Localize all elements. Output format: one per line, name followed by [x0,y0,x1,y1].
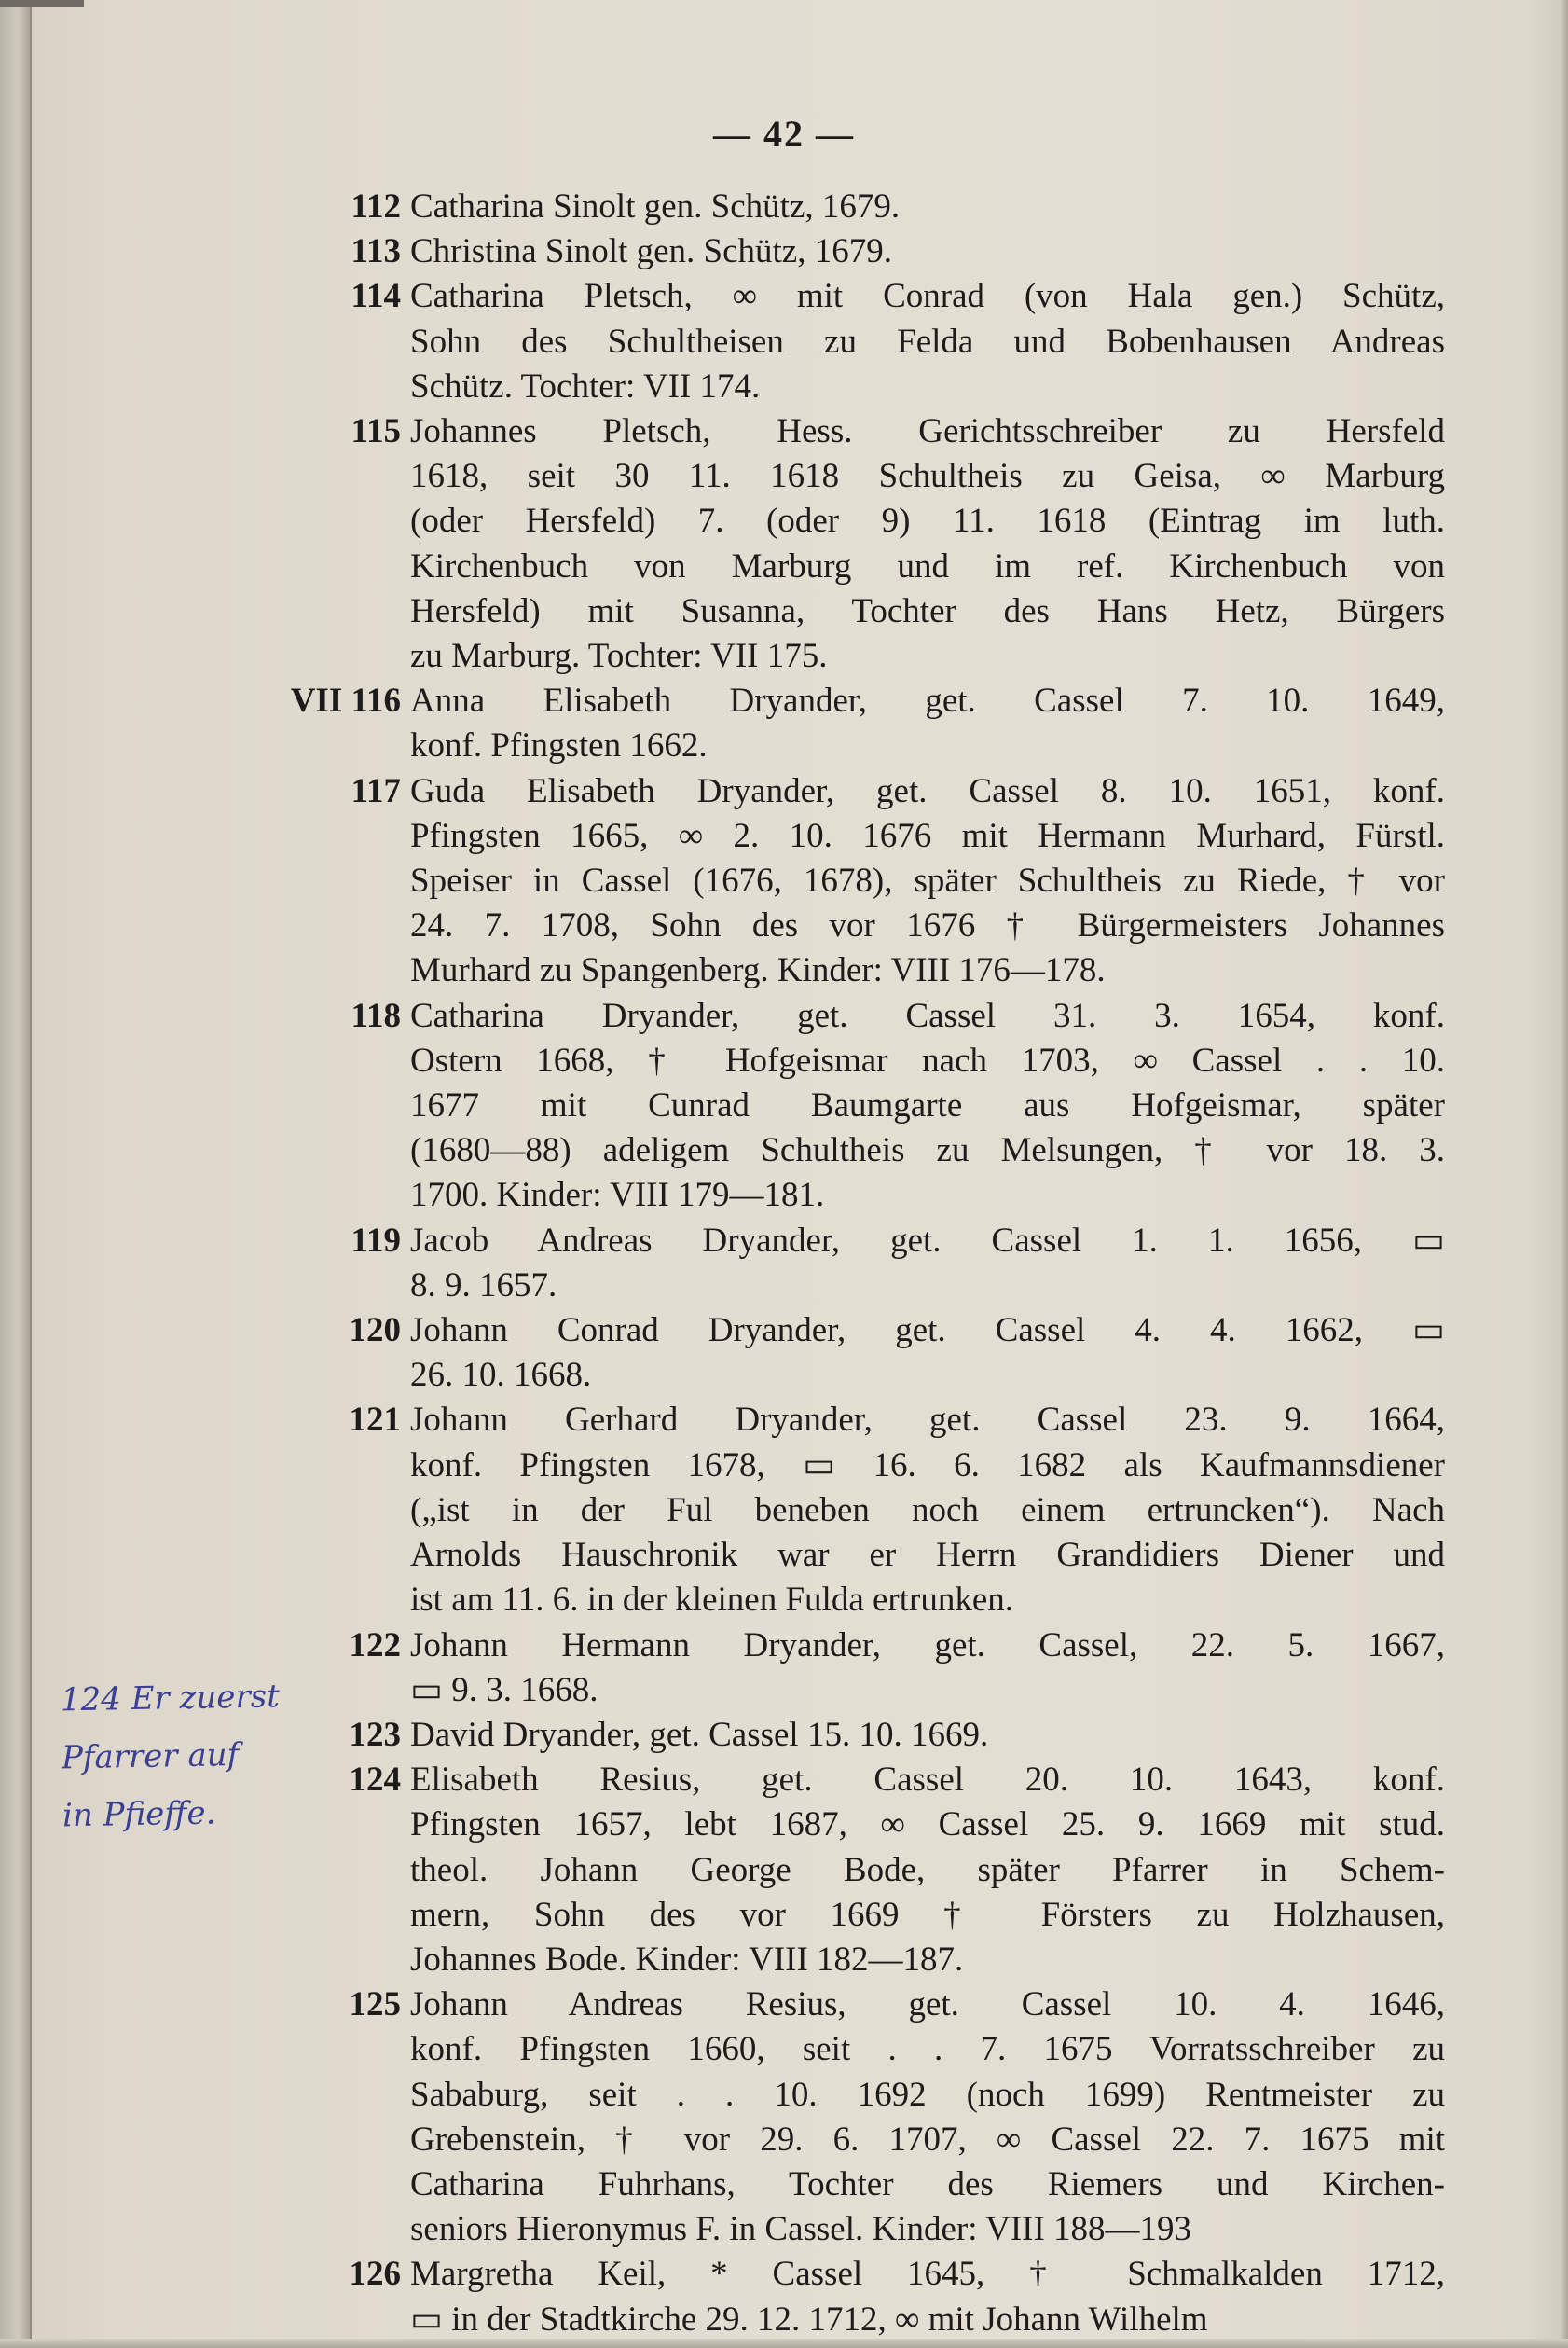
entry-line: Margretha Keil, * Cassel 1645, † Schmalkalden 1712, [410,2255,1445,2294]
entry-text [410,1623,1445,1713]
page-right-edge [1561,0,1568,2348]
entry-text [410,1308,1445,1398]
genealogy-entry [261,1713,1473,1758]
entry-line: Murhard zu Spangenberg. Kinder: VIII 176—178. [410,951,1106,990]
entry-number: 121 [349,1401,401,1440]
entry-line: theol. Johann George Bode, später Pfarrer in Schem- [410,1850,1445,1889]
entry-line: („ist in der Ful beneben noch einem ertruncken“). Nach [410,1490,1445,1529]
entry-line: Catharina Pletsch, ∞ mit Conrad (von Hala gen.) Schütz, [410,277,1445,316]
entry-line: Pfingsten 1657, lebt 1687, ∞ Cassel 25. 9. 1669 mit stud. [410,1805,1445,1844]
entry-line: Elisabeth Resius, get. Cassel 20. 10. 1643, konf. [410,1761,1445,1800]
entry-line: Sababurg, seit . . 10. 1692 (noch 1699) Rentmeister zu [410,2075,1445,2114]
entry-line: (oder Hersfeld) 7. (oder 9) 11. 1618 (Eintrag im luth. [410,502,1445,541]
entry-line: konf. Pfingsten 1660, seit . . 7. 1675 Vorratsschreiber zu [410,2030,1445,2069]
genealogy-entry [261,1398,1473,1623]
page-binding-edge [0,0,32,2348]
entry-line: Schütz. Tochter: VII 174. [410,366,761,406]
genealogy-entry [261,1219,1473,1308]
entry-number: 124 [349,1761,401,1800]
entry-line: ▭ in der Stadtkirche 29. 12. 1712, ∞ mit Johann Wilhelm [410,2300,1208,2339]
genealogy-entry [261,409,1473,679]
entry-line: Guda Elisabeth Dryander, get. Cassel 8. 10. 1651, konf. [410,771,1445,810]
genealogy-entry [261,2252,1473,2341]
entry-line: Arnolds Hauschronik war er Herrn Grandidiers Diener und [410,1536,1445,1575]
entry-line: konf. Pfingsten 1678, ▭ 16. 6. 1682 als Kaufmannsdiener [410,1445,1445,1485]
entry-number: VII 116 [290,682,401,721]
entry-line: Anna Elisabeth Dryander, get. Cassel 7. 10. 1649, [410,682,1445,721]
entry-text [410,1713,1445,1758]
entry-line: Johann Andreas Resius, get. Cassel 10. 4. 1646, [410,1985,1445,2024]
entry-line: 1618, seit 30 11. 1618 Schultheis zu Geisa, ∞ Marburg [410,457,1445,496]
entry-text [410,409,1445,679]
entry-text [410,2252,1445,2341]
entry-line: ▭ 9. 3. 1668. [410,1670,598,1709]
margin-note-line: in Pfieffe. [62,1794,216,1835]
entry-number: 122 [349,1625,401,1664]
entry-text [410,994,1445,1219]
entry-line: mern, Sohn des vor 1669 † Försters zu Holzhausen, [410,1895,1445,1934]
entry-line: Pfingsten 1665, ∞ 2. 10. 1676 mit Hermann Murhard, Fürstl. [410,816,1445,855]
page-number: — 42 — [713,113,855,155]
entry-line: 1677 mit Cunrad Baumgarte aus Hofgeismar, später [410,1086,1445,1126]
entry-line: 1700. Kinder: VIII 179—181. [410,1176,825,1215]
margin-note-line: 124 Er zuerst [60,1678,281,1720]
genealogy-entry [261,679,1473,768]
entry-text [410,1219,1445,1308]
entry-number: 120 [349,1311,401,1350]
entry-line: Speiser in Cassel (1676, 1678), später Schultheis zu Riede, † vor [410,862,1445,901]
genealogy-entry [261,1758,1473,1982]
entry-line: 26. 10. 1668. [410,1356,592,1395]
entry-line: Johann Conrad Dryander, get. Cassel 4. 4. 1662, ▭ [410,1311,1445,1350]
entry-text [410,1758,1445,1982]
entry-line: Hersfeld) mit Susanna, Tochter des Hans Hetz, Bürgers [410,591,1445,630]
entry-line: 24. 7. 1708, Sohn des vor 1676 † Bürgermeisters Johannes [410,906,1445,946]
entry-line: Catharina Dryander, get. Cassel 31. 3. 1654, konf. [410,996,1445,1035]
entry-text [410,229,1445,274]
margin-note-line: Pfarrer auf [61,1736,240,1777]
entry-text [410,769,1445,994]
handwritten-margin-note [60,1667,314,1845]
entry-line: Johannes Bode. Kinder: VIII 182—187. [410,1940,964,1979]
entry-number: 125 [349,1985,401,2024]
entry-line: seniors Hieronymus F. in Cassel. Kinder: VIII 188—193 [410,2210,1192,2249]
page-top-edge [0,0,84,7]
genealogy-entry [261,1623,1473,1713]
genealogy-entry [261,229,1473,274]
entry-number: 118 [351,996,401,1035]
entry-line: Catharina Sinolt gen. Schütz, 1679. [410,187,901,226]
entry-line: David Dryander, get. Cassel 15. 10. 1669. [410,1715,989,1754]
entry-line: 8. 9. 1657. [410,1265,557,1305]
entry-line: Johann Hermann Dryander, get. Cassel, 22. 5. 1667, [410,1625,1445,1664]
genealogy-entry [261,1982,1473,2252]
entry-text [410,1982,1445,2252]
entry-line: Jacob Andreas Dryander, get. Cassel 1. 1. 1656, ▭ [410,1221,1445,1260]
entry-line: Sohn des Schultheisen zu Felda und Bobenhausen Andreas [410,322,1445,361]
entry-number: 117 [351,771,401,810]
genealogy-entry [261,1308,1473,1398]
entry-number: 113 [351,232,401,271]
entry-line: konf. Pfingsten 1662. [410,726,708,766]
entry-number: 112 [351,187,401,226]
entry-text [410,185,1445,229]
entry-line: zu Marburg. Tochter: VII 175. [410,637,828,676]
entry-line: Johannes Pletsch, Hess. Gerichtsschreiber zu Hersfeld [410,412,1445,451]
entry-number: 123 [349,1715,401,1754]
entry-line: Ostern 1668, † Hofgeismar nach 1703, ∞ Cassel . . 10. [410,1041,1445,1080]
entry-number: 114 [351,277,401,316]
entry-line: ist am 11. 6. in der kleinen Fulda ertrunken. [410,1581,1014,1620]
genealogy-entry [261,769,1473,994]
entry-text [410,1398,1445,1623]
entry-number: 126 [349,2255,401,2294]
entry-line: (1680—88) adeligem Schultheis zu Melsungen, † vor 18. 3. [410,1131,1445,1170]
entry-line: Grebenstein, † vor 29. 6. 1707, ∞ Cassel 22. 7. 1675 mit [410,2120,1445,2159]
entry-line: Christina Sinolt gen. Schütz, 1679. [410,232,892,271]
entry-text [410,679,1445,768]
genealogy-entry [261,274,1473,409]
entry-line: Catharina Fuhrhans, Tochter des Riemers und Kirchen- [410,2164,1445,2203]
genealogy-entries [261,185,1473,2342]
entry-line: Johann Gerhard Dryander, get. Cassel 23. 9. 1664, [410,1401,1445,1440]
entry-number: 119 [351,1221,401,1260]
entry-number: 115 [351,412,401,451]
genealogy-entry [261,185,1473,229]
entry-text [410,274,1445,409]
entry-line: Kirchenbuch von Marburg und im ref. Kirchenbuch von [410,546,1445,586]
genealogy-entry [261,994,1473,1219]
